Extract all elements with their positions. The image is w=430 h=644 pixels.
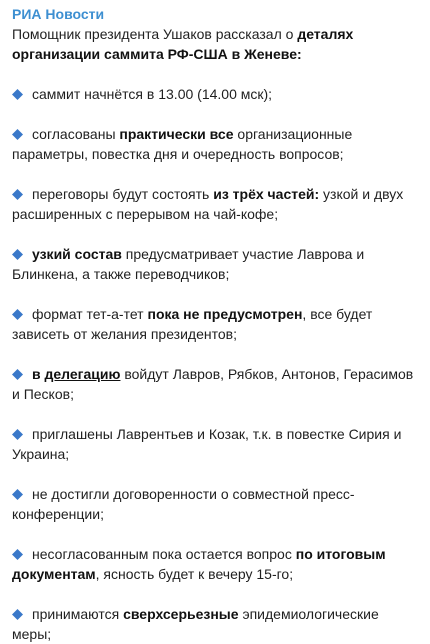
blue-diamond-icon [12, 249, 23, 260]
item-text: войдут Лавров, Рябков, Антонов, Герасимов и Песков; [12, 366, 414, 402]
item-text: принимаются [32, 606, 124, 622]
item-text: эпидемиологические меры; [12, 606, 379, 642]
list-item [12, 84, 418, 104]
list-item [12, 424, 418, 464]
item-text: переговоры будут состоять [32, 186, 214, 202]
blue-diamond-icon [12, 89, 23, 100]
intro-text: Помощник президента Ушаков рассказал о [12, 26, 298, 42]
list-item [12, 364, 418, 404]
item-text: , ясность будет к вечеру 15-го; [95, 566, 294, 582]
list-item [12, 544, 418, 584]
blue-diamond-icon [12, 429, 23, 440]
item-bold-text: сверхсерьезные [123, 606, 239, 622]
blue-diamond-icon [12, 369, 23, 380]
item-bold-text: в [32, 366, 45, 382]
item-text: согласованы [32, 126, 120, 142]
item-text: , все будет зависеть от желания президентов; [12, 306, 373, 342]
item-text: приглашены Лаврентьев и Козак, т.к. в повестке Сирия и Украина; [12, 426, 402, 462]
list-item [12, 604, 418, 644]
list-item [12, 184, 418, 224]
blue-diamond-icon [12, 189, 23, 200]
item-text: узкой и двух расширенных с перерывом на чай-кофе; [12, 186, 404, 222]
item-text: формат тет-а-тет [32, 306, 148, 322]
list-item [12, 484, 418, 524]
list-item [12, 304, 418, 344]
item-text: предусматривает участие Лаврова и Блинкена, а также переводчиков; [12, 246, 365, 282]
blue-diamond-icon [12, 549, 23, 560]
blue-diamond-icon [12, 129, 23, 140]
list-item [12, 124, 418, 164]
item-text: не достигли договоренности о совместной пресс-конференции; [12, 486, 355, 522]
item-bold-text: практически все [119, 126, 234, 142]
blue-diamond-icon [12, 309, 23, 320]
post-intro [12, 24, 418, 64]
item-text: саммит начнётся в 13.00 (14.00 мск); [32, 86, 273, 102]
item-bold-text: из трёх частей: [213, 186, 320, 202]
blue-diamond-icon [12, 609, 23, 620]
item-bold-text: узкий состав [32, 246, 122, 262]
item-bold-text: по итоговым документам [12, 546, 386, 582]
channel-name[interactable]: РИА Новости [12, 6, 105, 22]
item-text: несогласованным пока остается вопрос [32, 546, 296, 562]
item-bold-text: пока не предусмотрен [147, 306, 303, 322]
list-item [12, 244, 418, 284]
item-bold-underlined-text: делегацию [44, 366, 121, 382]
intro-bold-text: деталях организации саммита РФ-США в Женеве: [12, 26, 354, 62]
item-text: организационные параметры, повестка дня и очередность вопросов; [12, 126, 353, 162]
blue-diamond-icon [12, 489, 23, 500]
